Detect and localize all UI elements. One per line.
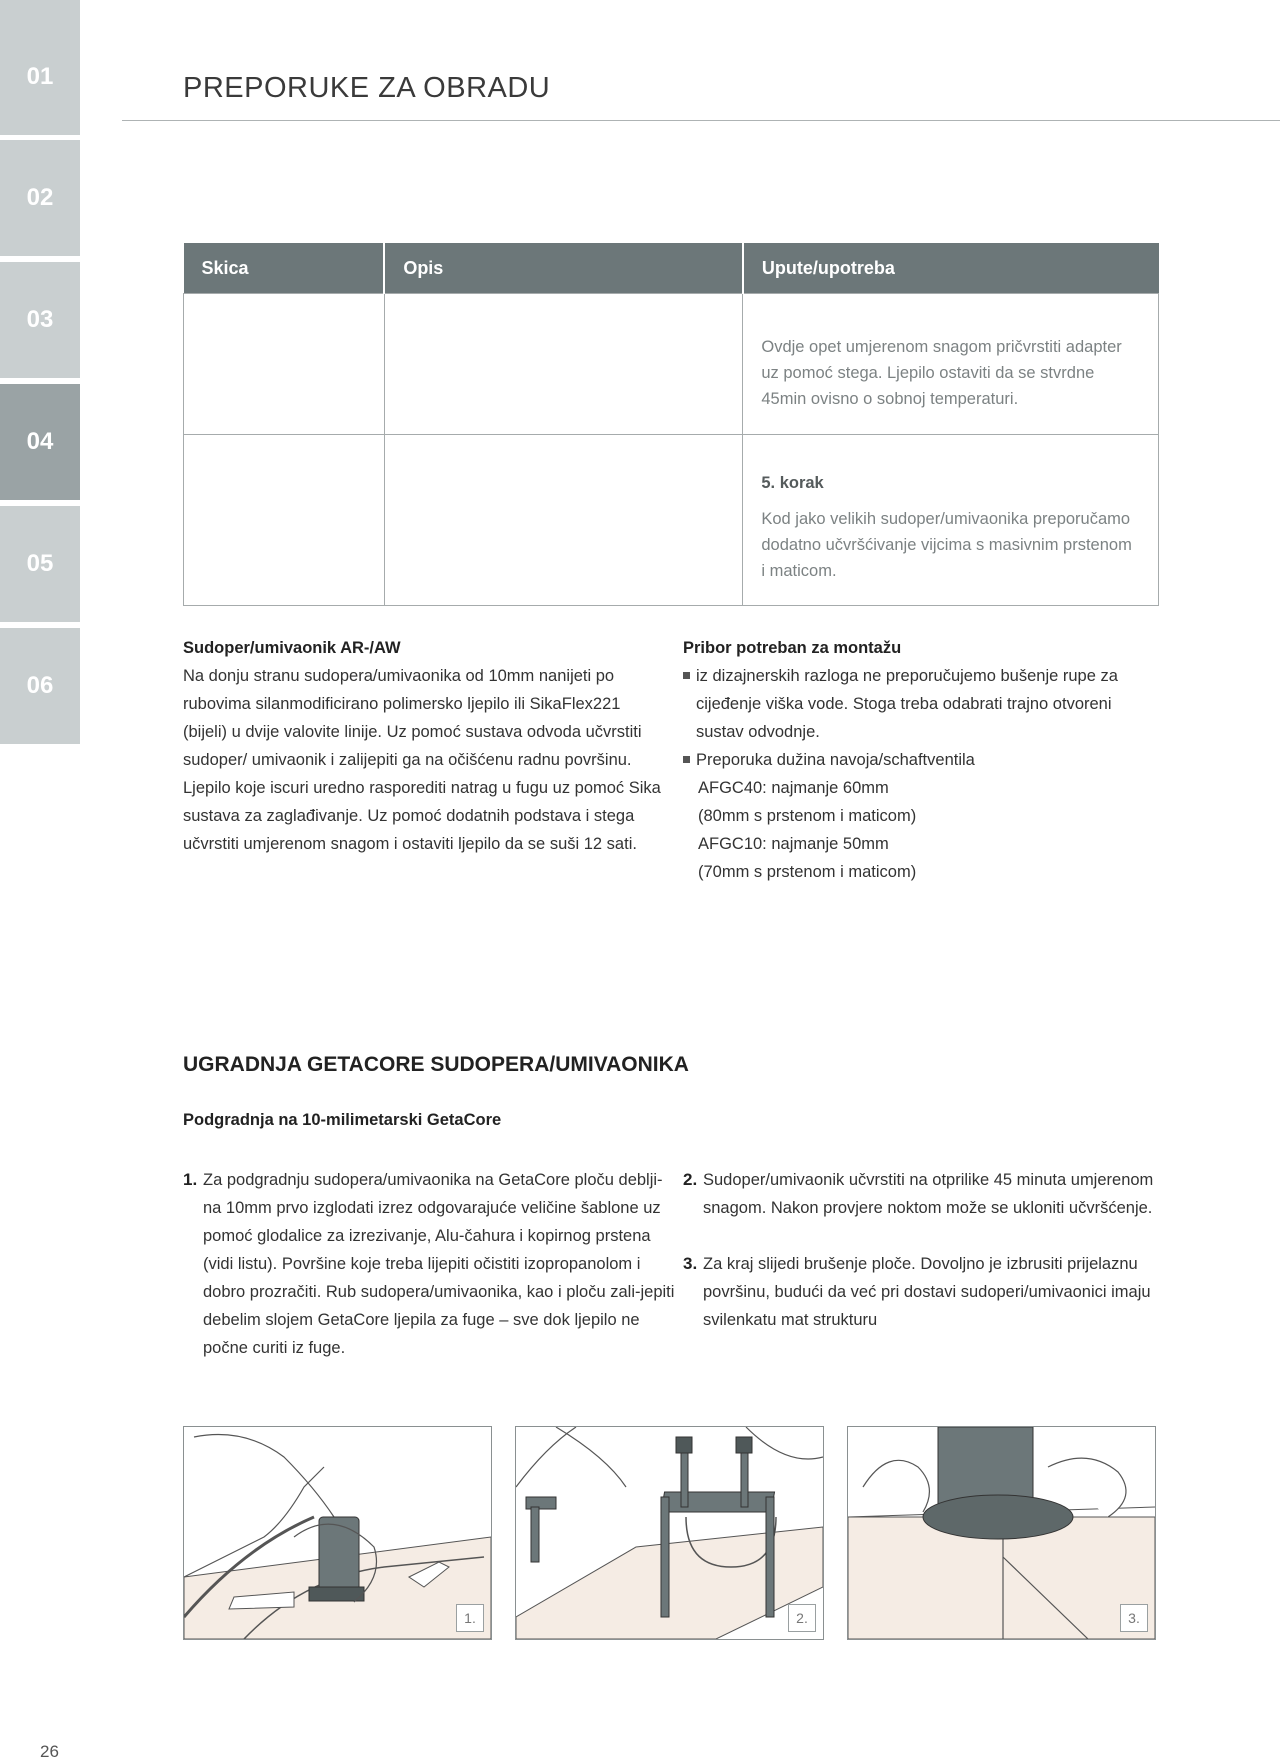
bullet-text: Preporuka dužina navoja/schaftventila — [696, 751, 975, 769]
header-skica: Skica — [184, 243, 385, 294]
step-1 — [183, 1166, 675, 1362]
step-heading: 5. korak — [761, 474, 824, 492]
right-column-title: Pribor potreban za montažu — [683, 639, 902, 657]
spec-line: (80mm s prstenom i maticom) — [698, 807, 917, 825]
clamps-illustration — [515, 1426, 824, 1640]
bullet-icon — [683, 672, 690, 679]
table-header-row — [184, 243, 1159, 294]
side-tab-03[interactable] — [0, 262, 80, 378]
step-text: Sudoper/umivaonik učvrstiti na otprilike 45 minuta umjerenom snagom. Nakon provjere noktom može se ukloniti učvršćenje. — [703, 1171, 1154, 1217]
step-3 — [683, 1250, 1173, 1334]
description-cell — [384, 294, 743, 435]
step-text: Za podgradnju sudopera/umivaonika na GetaCore ploču deblji-na 10mm prvo izglodati izrez odgovarajuće veličine šablone uz pomoć glodalice za izrezivanje, Alu-čahura i kopirnog prstena (vidi listu). Površine koje treba lijepiti očistiti izopropanolom i dobro prozračiti. Rub sudopera/umivaonika, kao i ploču zali-jepiti debelim slojem GetaCore ljepila za fuge – sve dok ljepilo ne počne curiti iz fuge. — [203, 1171, 675, 1357]
instructions-cell — [743, 294, 1159, 435]
figure-label: 3. — [1120, 1604, 1148, 1632]
step-text: Za kraj slijedi brušenje ploče. Dovoljno je izbrusiti prijelaznu površinu, budući da već pri dostavi sudoperi/umivaonici imaju svilenkatu mat strukturu — [703, 1255, 1151, 1329]
side-tab-01[interactable] — [0, 0, 80, 135]
instructions-cell — [743, 435, 1159, 606]
side-tab-02[interactable] — [0, 140, 80, 256]
sketch-cell — [184, 435, 385, 606]
step-2 — [683, 1166, 1173, 1222]
section-subtitle: Podgradnja na 10-milimetarski GetaCore — [183, 1111, 502, 1129]
instruction-table — [183, 243, 1159, 606]
spec-line: AFGC40: najmanje 60mm — [698, 779, 889, 797]
side-tab-05[interactable] — [0, 506, 80, 622]
spec-line: (70mm s prstenom i maticom) — [698, 863, 917, 881]
page-number: 26 — [40, 1742, 59, 1761]
step-number: 3. — [683, 1254, 698, 1273]
page-title: PREPORUKE ZA OBRADU — [183, 72, 551, 104]
left-column-title: Sudoper/umivaonik AR-/AW — [183, 639, 401, 657]
table-row — [184, 435, 1159, 606]
instruction-text: Kod jako velikih sudoper/umivaonika preporučamo dodatno učvršćivanje vijcima s masivnim prstenom i maticom. — [761, 510, 1132, 580]
bullet-icon — [683, 756, 690, 763]
section-title: UGRADNJA GETACORE SUDOPERA/UMIVAONIKA — [183, 1053, 689, 1076]
sketch-cell — [184, 294, 385, 435]
router-illustration — [183, 1426, 492, 1640]
left-column — [183, 634, 663, 858]
side-tab-label: 02 — [26, 184, 54, 211]
side-tab-06[interactable] — [0, 628, 80, 744]
bullet-text: iz dizajnerskih razloga ne preporučujemo bušenje rupe za cijeđenje viška vode. Stoga treba odabrati trajno otvoreni sustav odvodnje. — [696, 667, 1118, 741]
step-number: 1. — [183, 1170, 198, 1189]
right-column — [683, 634, 1163, 886]
bullet-item — [683, 662, 1163, 746]
side-tab-label: 04 — [26, 428, 54, 455]
spec-line: AFGC10: najmanje 50mm — [698, 835, 889, 853]
sander-illustration — [847, 1426, 1156, 1640]
bullet-item — [683, 746, 1163, 774]
title-divider — [122, 120, 1280, 121]
figure-label: 1. — [456, 1604, 484, 1632]
instruction-text: Ovdje opet umjerenom snagom pričvrstiti adapter uz pomoć stega. Ljepilo ostaviti da se stvrdne 45min ovisno o sobnoj temperaturi. — [761, 338, 1122, 408]
header-opis: Opis — [384, 243, 743, 294]
side-tab-label: 01 — [26, 62, 54, 90]
step-number: 2. — [683, 1170, 698, 1189]
figure-label: 2. — [788, 1604, 816, 1632]
side-tab-04[interactable] — [0, 384, 80, 500]
side-tab-label: 05 — [26, 550, 54, 577]
header-upute: Upute/upotreba — [743, 243, 1159, 294]
table-row — [184, 294, 1159, 435]
side-tab-label: 03 — [26, 306, 54, 333]
side-tab-label: 06 — [26, 672, 54, 699]
description-cell — [384, 435, 743, 606]
left-column-body: Na donju stranu sudopera/umivaonika od 10mm nanijeti po rubovima silanmodificirano polimersko ljepilo ili SikaFlex221 (bijeli) u dvije valovite linije. Uz pomoć sustava odvoda učvrstiti sudoper/ umivaonik i zalijepiti ga na očišćenu radnu površinu. Ljepilo koje iscuri uredno rasporediti natrag u fugu uz pomoć Sika sustava za zaglađivanje. Uz pomoć dodatnih podstava i stega učvrstiti umjerenom snagom i ostaviti ljepilo da se suši 12 sati. — [183, 667, 661, 853]
